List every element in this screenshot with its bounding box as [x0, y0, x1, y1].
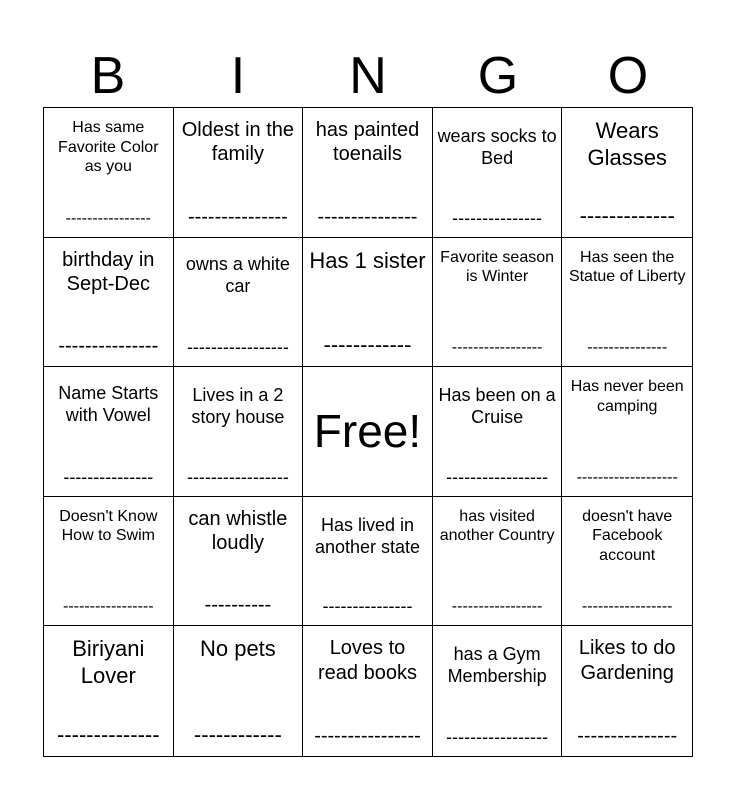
cell-signature-line: ---------------	[58, 335, 159, 358]
cell-text: Loves to read books	[318, 637, 417, 684]
cell-signature-line: ----------------	[65, 209, 151, 227]
cell-signature-line: ---------------	[63, 466, 154, 487]
bingo-cell[interactable]	[433, 626, 563, 756]
cell-text: Has been on a Cruise	[438, 385, 556, 428]
cell-text: No pets	[199, 636, 276, 662]
bingo-cell[interactable]	[44, 367, 174, 497]
cell-text: doesn't have Facebook account	[582, 507, 673, 564]
cell-text: Wears Glasses	[587, 118, 667, 170]
bingo-cell[interactable]	[174, 108, 304, 238]
cell-signature-line: -----------------	[186, 337, 289, 358]
cell-signature-line: ------------	[193, 722, 282, 747]
cell-text: Lives in a 2 story house	[191, 385, 285, 428]
bingo-cell[interactable]	[433, 238, 563, 368]
cell-text: Doesn't Know How to Swim	[59, 507, 158, 545]
bingo-cell[interactable]	[303, 108, 433, 238]
cell-signature-line: --------------	[57, 722, 160, 747]
cell-text: birthday in Sept-Dec	[62, 248, 155, 295]
cell-signature-line: -------------	[579, 202, 675, 228]
header-letter-o: O	[607, 47, 649, 105]
bingo-cell[interactable]	[44, 497, 174, 627]
cell-text: has visited another Country	[439, 507, 555, 545]
bingo-cell[interactable]	[174, 497, 304, 627]
cell-text: Has lived in another state	[314, 514, 421, 557]
bingo-cell[interactable]	[562, 626, 692, 756]
cell-signature-line: ----------	[204, 594, 272, 617]
cell-signature-line: -------------------	[576, 468, 678, 486]
cell-text: Has same Favorite Color as you	[58, 119, 159, 176]
cell-text: Has seen the Statue of Liberty	[568, 248, 686, 286]
header-letter-g: G	[477, 47, 519, 105]
cell-text: Name Starts with Vowel	[58, 383, 159, 426]
cell-text: has painted toenails	[315, 119, 420, 166]
cell-signature-line: ---------------	[587, 339, 668, 357]
bingo-cell[interactable]	[562, 108, 692, 238]
cell-signature-line: -----------------	[446, 727, 549, 747]
bingo-header	[43, 44, 693, 108]
cell-signature-line: ---------------	[187, 205, 288, 228]
cell-text: Has never been camping	[570, 378, 684, 415]
cell-text: Has 1 sister	[309, 247, 426, 273]
cell-signature-line: -----------------	[63, 598, 154, 616]
cell-text: Biriyani Lover	[72, 636, 145, 689]
cell-signature-line: ------------	[323, 332, 412, 358]
cell-signature-line: ---------------	[452, 207, 543, 228]
bingo-cell[interactable]	[433, 367, 563, 497]
cell-text: wears socks to Bed	[437, 126, 557, 168]
bingo-cell-free[interactable]	[303, 367, 433, 497]
bingo-cell[interactable]	[303, 626, 433, 756]
bingo-grid	[43, 107, 693, 757]
bingo-cell[interactable]	[174, 238, 304, 368]
cell-signature-line: -----------------	[451, 339, 543, 357]
cell-signature-line: ---------------	[322, 596, 413, 617]
bingo-cell[interactable]	[174, 626, 304, 756]
bingo-cell[interactable]	[44, 626, 174, 756]
cell-signature-line: -----------------	[581, 598, 673, 616]
cell-signature-line: ----------------	[314, 725, 421, 747]
bingo-cell[interactable]	[562, 497, 692, 627]
cell-text: Favorite season is Winter	[440, 248, 555, 286]
cell-text: has a Gym Membership	[447, 644, 547, 687]
cell-signature-line: -----------------	[446, 466, 549, 487]
bingo-cell[interactable]	[303, 497, 433, 627]
bingo-cell[interactable]	[433, 497, 563, 627]
bingo-cell[interactable]	[562, 238, 692, 368]
cell-signature-line: ---------------	[577, 725, 678, 747]
free-space-label: Free!	[313, 405, 422, 458]
cell-signature-line: -----------------	[186, 466, 289, 487]
cell-signature-line: -----------------	[451, 598, 543, 616]
bingo-cell[interactable]	[433, 108, 563, 238]
bingo-cell[interactable]	[174, 367, 304, 497]
bingo-cell[interactable]	[562, 367, 692, 497]
cell-signature-line: ---------------	[317, 205, 418, 228]
header-letter-i: I	[230, 47, 246, 105]
bingo-cell[interactable]	[44, 238, 174, 368]
cell-text: Oldest in the family	[181, 119, 295, 166]
bingo-cell[interactable]	[303, 238, 433, 368]
header-letter-b: B	[90, 47, 126, 105]
header-letter-n: N	[349, 47, 387, 105]
cell-text: owns a white car	[185, 253, 290, 296]
cell-text: Likes to do Gardening	[578, 637, 676, 684]
bingo-cell[interactable]	[44, 108, 174, 238]
cell-text: can whistle loudly	[188, 507, 288, 555]
